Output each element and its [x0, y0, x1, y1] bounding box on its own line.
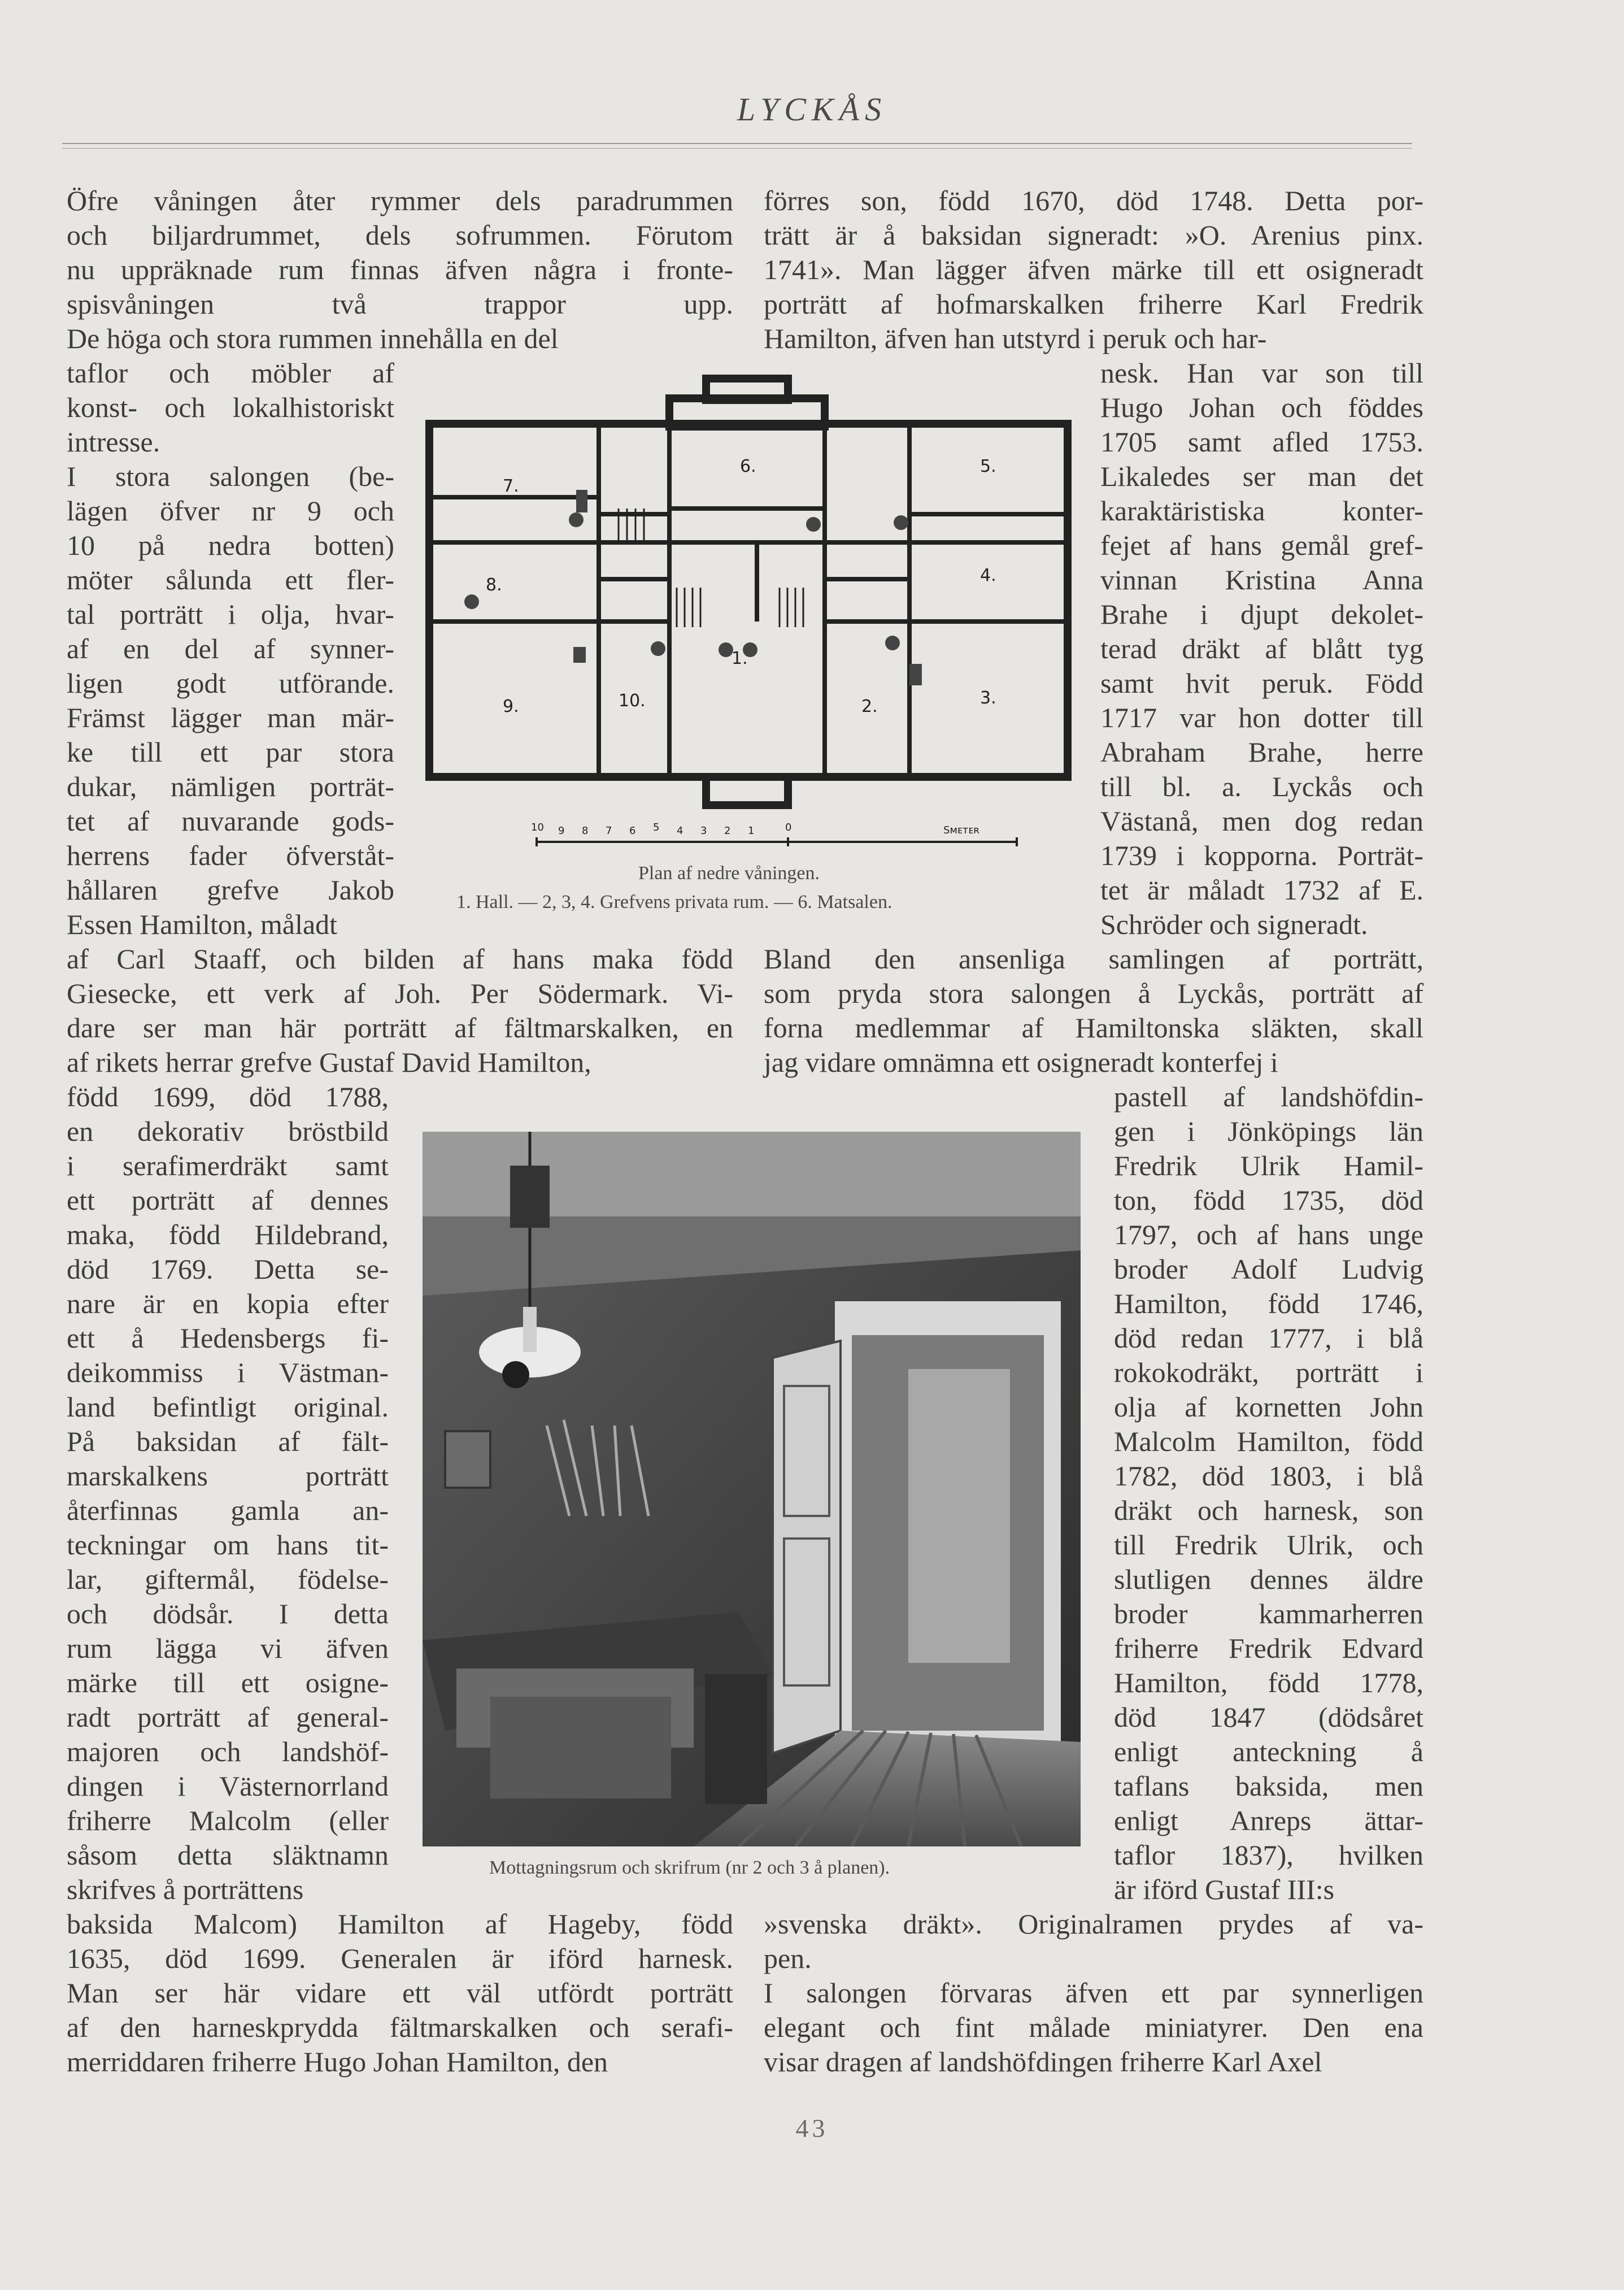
right-beside-plan-line: Hugo Johan och föddes [1100, 392, 1423, 423]
right-bottom-line: I salongen förvaras äfven ett par synnerligen [764, 1977, 1423, 2009]
right-middle-paragraph [764, 942, 1423, 1080]
left-mid-line: af rikets herrar grefve Gustaf David Hamilton, [67, 1046, 591, 1078]
plan-room-1: 1. [732, 649, 748, 668]
right-beside-plan-line: Abraham Brahe, herre [1100, 736, 1423, 768]
right-beside-plan-line: Schröder och signeradt. [1100, 909, 1368, 940]
left-beside-photo-line: land befintligt original. [67, 1391, 389, 1423]
left-beside-photo-line: i serafimerdräkt samt [67, 1150, 389, 1181]
right-beside-photo-line: broder Adolf Ludvig [1114, 1253, 1423, 1285]
plan-room-8: 8. [486, 575, 502, 595]
right-beside-photo-line: Hamilton, född 1778, [1114, 1667, 1423, 1698]
plan-caption: Plan af nedre våningen. [638, 863, 820, 884]
photo-caption: Mottagningsrum och skrifrum (nr 2 och 3 å planen). [489, 1857, 890, 1878]
left-beside-photo-line: teckningar om hans tit- [67, 1529, 389, 1561]
right-beside-plan-text [1100, 356, 1423, 942]
header-rule-thin [62, 148, 1412, 149]
right-beside-plan-line: 1705 samt afled 1753. [1100, 426, 1423, 458]
left-beside-photo-line: en dekorativ bröstbild [67, 1115, 389, 1147]
scale-4: 4 [677, 825, 683, 837]
top-left-line: De höga och stora rummen innehålla en del [67, 323, 559, 354]
running-header: LYCKÅS [737, 91, 887, 128]
left-beside-photo-line: nare är en kopia efter [67, 1288, 389, 1319]
top-right-line: Hamilton, äfven han utstyrd i peruk och har- [764, 323, 1267, 354]
right-bottom-line: elegant och fint målade miniatyrer. Den ena [764, 2011, 1423, 2043]
plan-room-2: 2. [861, 697, 878, 716]
header-rule [62, 143, 1412, 144]
left-beside-plan-text [67, 356, 394, 942]
plan-room-10: 10. [619, 691, 646, 711]
left-beside-plan-line: af en del af synner- [67, 633, 394, 664]
right-beside-plan-line: fejet af hans gemål gref- [1100, 529, 1423, 561]
left-beside-photo-line: såsom detta släktnamn [67, 1839, 389, 1871]
right-bottom-line: pen. [764, 1943, 812, 1974]
right-mid-line: forna medlemmar af Hamiltonska släkten, skall [764, 1012, 1423, 1044]
plan-room-6: 6. [740, 457, 756, 476]
left-beside-photo-line: återfinnas gamla an- [67, 1494, 389, 1526]
left-bottom-paragraph [67, 1907, 733, 2079]
top-right-line: porträtt af hofmarskalken friherre Karl Fredrik [764, 288, 1423, 320]
left-beside-plan-line: herrens fader öfverståt- [67, 840, 394, 871]
right-beside-photo-line: friherre Fredrik Edvard [1114, 1632, 1423, 1664]
top-left-line: och biljardrummet, dels sofrummen. Förutom [67, 219, 733, 251]
left-beside-photo-text [67, 1080, 389, 1907]
right-beside-plan-line: vinnan Kristina Anna [1100, 564, 1423, 596]
left-beside-plan-line: lägen öfver nr 9 och [67, 495, 394, 527]
right-bottom-line: »svenska dräkt». Originalramen prydes af va- [764, 1908, 1423, 1940]
right-beside-plan-line: 1717 var hon dotter till [1100, 702, 1423, 733]
left-beside-plan-line: Främst lägger man mär- [67, 702, 394, 733]
right-mid-line: Bland den ansenliga samlingen af porträtt, [764, 943, 1423, 975]
left-beside-photo-line: majoren och landshöf- [67, 1736, 389, 1767]
left-mid-line: af Carl Staaff, och bilden af hans maka född [67, 943, 733, 975]
left-beside-photo-line: skrifves å porträttens [67, 1874, 304, 1905]
left-beside-photo-line: marskalkens porträtt [67, 1460, 389, 1492]
left-beside-photo-line: rum lägga vi äfven [67, 1632, 389, 1664]
right-beside-photo-line: till Fredrik Ulrik, och [1114, 1529, 1423, 1561]
left-beside-photo-line: radt porträtt af general- [67, 1701, 389, 1733]
left-beside-plan-line: möter sålunda ett fler- [67, 564, 394, 596]
scale-9: 9 [558, 825, 565, 837]
right-beside-plan-line: samt hvit peruk. Född [1100, 667, 1423, 699]
scale-8: 8 [582, 825, 589, 837]
right-bottom-line: visar dragen af landshöfdingen friherre Karl Axel [764, 2046, 1322, 2078]
scale-6: 6 [629, 825, 636, 837]
left-beside-plan-line: hållaren grefve Jakob [67, 874, 394, 906]
page-number: 43 [795, 2114, 829, 2143]
right-beside-photo-line: olja af kornetten John [1114, 1391, 1423, 1423]
top-right-line: förres son, född 1670, död 1748. Detta por- [764, 185, 1423, 216]
right-beside-photo-text [1114, 1080, 1423, 1907]
right-beside-photo-line: död 1847 (dödsåret [1114, 1701, 1423, 1733]
plan-room-4: 4. [980, 566, 996, 585]
right-beside-photo-line: Fredrik Ulrik Hamil- [1114, 1150, 1423, 1181]
left-beside-photo-line: död 1769. Detta se- [67, 1253, 389, 1285]
left-bottom-line: af den harneskprydda fältmarskalken och serafi- [67, 2011, 733, 2043]
right-beside-photo-line: rokokodräkt, porträtt i [1114, 1357, 1423, 1388]
left-beside-photo-line: deikommiss i Västman- [67, 1357, 389, 1388]
top-left-line: spisvåningen två trappor upp. [67, 288, 733, 320]
plan-room-7: 7. [503, 476, 519, 496]
top-right-line: trätt är å baksidan signeradt: »O. Arenius pinx. [764, 219, 1423, 251]
left-beside-photo-line: märke till ett osigne- [67, 1667, 389, 1698]
top-left-line: nu uppräknade rum finnas äfven några i fronte- [67, 254, 733, 285]
right-beside-plan-line: nesk. Han var son till [1100, 357, 1423, 389]
left-beside-photo-line: lar, giftermål, födelse- [67, 1563, 389, 1595]
left-beside-photo-line: ett å Hedensbergs fi- [67, 1322, 389, 1354]
left-beside-plan-line: tal porträtt i olja, hvar- [67, 598, 394, 630]
left-bottom-line: baksida Malcom) Hamilton af Hageby, född [67, 1908, 733, 1940]
left-beside-photo-line: ett porträtt af dennes [67, 1184, 389, 1216]
left-beside-plan-line: ligen godt utförande. [67, 667, 394, 699]
right-beside-photo-line: slutligen dennes äldre [1114, 1563, 1423, 1595]
right-beside-photo-line: enligt anteckning å [1114, 1736, 1423, 1767]
interior-photograph [423, 1132, 1081, 1846]
right-top-paragraph [764, 184, 1423, 356]
left-beside-photo-line: friherre Malcolm (eller [67, 1805, 389, 1836]
left-bottom-line: merriddaren friherre Hugo Johan Hamilton, den [67, 2046, 608, 2078]
right-beside-photo-line: dräkt och harnesk, son [1114, 1494, 1423, 1526]
right-beside-photo-line: är iförd Gustaf III:s [1114, 1874, 1335, 1905]
right-beside-photo-line: taflans baksida, men [1114, 1770, 1423, 1802]
right-beside-photo-line: enligt Anreps ättar- [1114, 1805, 1423, 1836]
top-left-line: Öfre våningen åter rymmer dels paradrummen [67, 185, 733, 216]
left-beside-plan-line: intresse. [67, 426, 160, 458]
left-beside-plan-line: dukar, nämligen porträt- [67, 771, 394, 802]
left-beside-plan-line: 10 på nedra botten) [67, 529, 394, 561]
left-beside-plan-line: konst- och lokalhistoriskt [67, 392, 394, 423]
top-right-line: 1741». Man lägger äfven märke till ett osigneradt [764, 254, 1423, 285]
right-beside-plan-line: Brahe i djupt dekolet- [1100, 598, 1423, 630]
left-beside-plan-line: ke till ett par stora [67, 736, 394, 768]
left-bottom-line: 1635, död 1699. Generalen är iförd harnesk. [67, 1943, 733, 1974]
right-beside-plan-line: karaktäristiska konter- [1100, 495, 1423, 527]
right-beside-plan-line: terad dräkt af blått tyg [1100, 633, 1423, 664]
left-beside-plan-line: Essen Hamilton, måladt [67, 909, 338, 940]
photo-illustration [423, 1132, 1081, 1846]
right-bottom-paragraph [764, 1907, 1423, 2079]
right-mid-line: som pryda stora salongen å Lyckås, porträtt af [764, 977, 1423, 1009]
right-beside-photo-line: broder kammarherren [1114, 1598, 1423, 1629]
right-beside-photo-line: pastell af landshöfdin- [1114, 1081, 1423, 1113]
plan-room-5: 5. [980, 457, 996, 476]
scale-7: 7 [606, 825, 612, 837]
right-beside-photo-line: Hamilton, född 1746, [1114, 1288, 1423, 1319]
left-beside-photo-line: På baksidan af fält- [67, 1426, 389, 1457]
left-mid-line: dare ser man här porträtt af fältmarskalken, en [67, 1012, 733, 1044]
right-beside-photo-line: död redan 1777, i blå [1114, 1322, 1423, 1354]
right-mid-line: jag vidare omnämna ett osigneradt konterfej i [764, 1046, 1278, 1078]
left-top-paragraph [67, 184, 733, 356]
right-beside-plan-line: tet är måladt 1732 af E. [1100, 874, 1423, 906]
plan-room-3: 3. [980, 688, 996, 708]
right-beside-plan-line: till bl. a. Lyckås och [1100, 771, 1423, 802]
scale-3: 3 [700, 825, 707, 837]
right-beside-plan-line: 1739 i kopporna. Porträt- [1100, 840, 1423, 871]
right-beside-photo-line: 1782, död 1803, i blå [1114, 1460, 1423, 1492]
left-beside-plan-line: taflor och möbler af [67, 357, 394, 389]
right-beside-photo-line: 1797, och af hans unge [1114, 1219, 1423, 1250]
left-beside-plan-line: tet af nuvarande gods- [67, 805, 394, 837]
plan-room-9: 9. [503, 697, 519, 716]
scale-0: 0 [785, 822, 792, 833]
left-beside-plan-line: I stora salongen (be- [67, 460, 394, 492]
left-beside-photo-line: dingen i Västernorrland [67, 1770, 389, 1802]
left-middle-paragraph [67, 942, 733, 1080]
right-beside-photo-line: gen i Jönköpings län [1114, 1115, 1423, 1147]
right-beside-photo-line: ton, född 1735, död [1114, 1184, 1423, 1216]
left-bottom-line: Man ser här vidare ett väl utfördt porträtt [67, 1977, 733, 2009]
right-beside-photo-line: taflor 1837), hvilken [1114, 1839, 1423, 1871]
left-beside-photo-line: född 1699, död 1788, [67, 1081, 389, 1113]
right-beside-plan-line: Likaledes ser man det [1100, 460, 1423, 492]
left-beside-photo-line: maka, född Hildebrand, [67, 1219, 389, 1250]
scale-1: 1 [748, 825, 755, 837]
right-beside-photo-line: Malcolm Hamilton, född [1114, 1426, 1423, 1457]
left-mid-line: Giesecke, ett verk af Joh. Per Södermark. Vi- [67, 977, 733, 1009]
right-beside-plan-line: Västanå, men dog redan [1100, 805, 1423, 837]
scale-5: 5 [653, 822, 660, 833]
scale-2: 2 [724, 825, 731, 837]
plan-legend: 1. Hall. — 2, 3, 4. Grefvens privata rum. — 6. Matsalen. [456, 892, 892, 912]
scale-unit: Sᴍᴇᴛᴇʀ [943, 824, 980, 836]
scale-10: 10 [531, 822, 544, 833]
left-beside-photo-line: och dödsår. I detta [67, 1598, 389, 1629]
floor-plan [418, 373, 1079, 853]
